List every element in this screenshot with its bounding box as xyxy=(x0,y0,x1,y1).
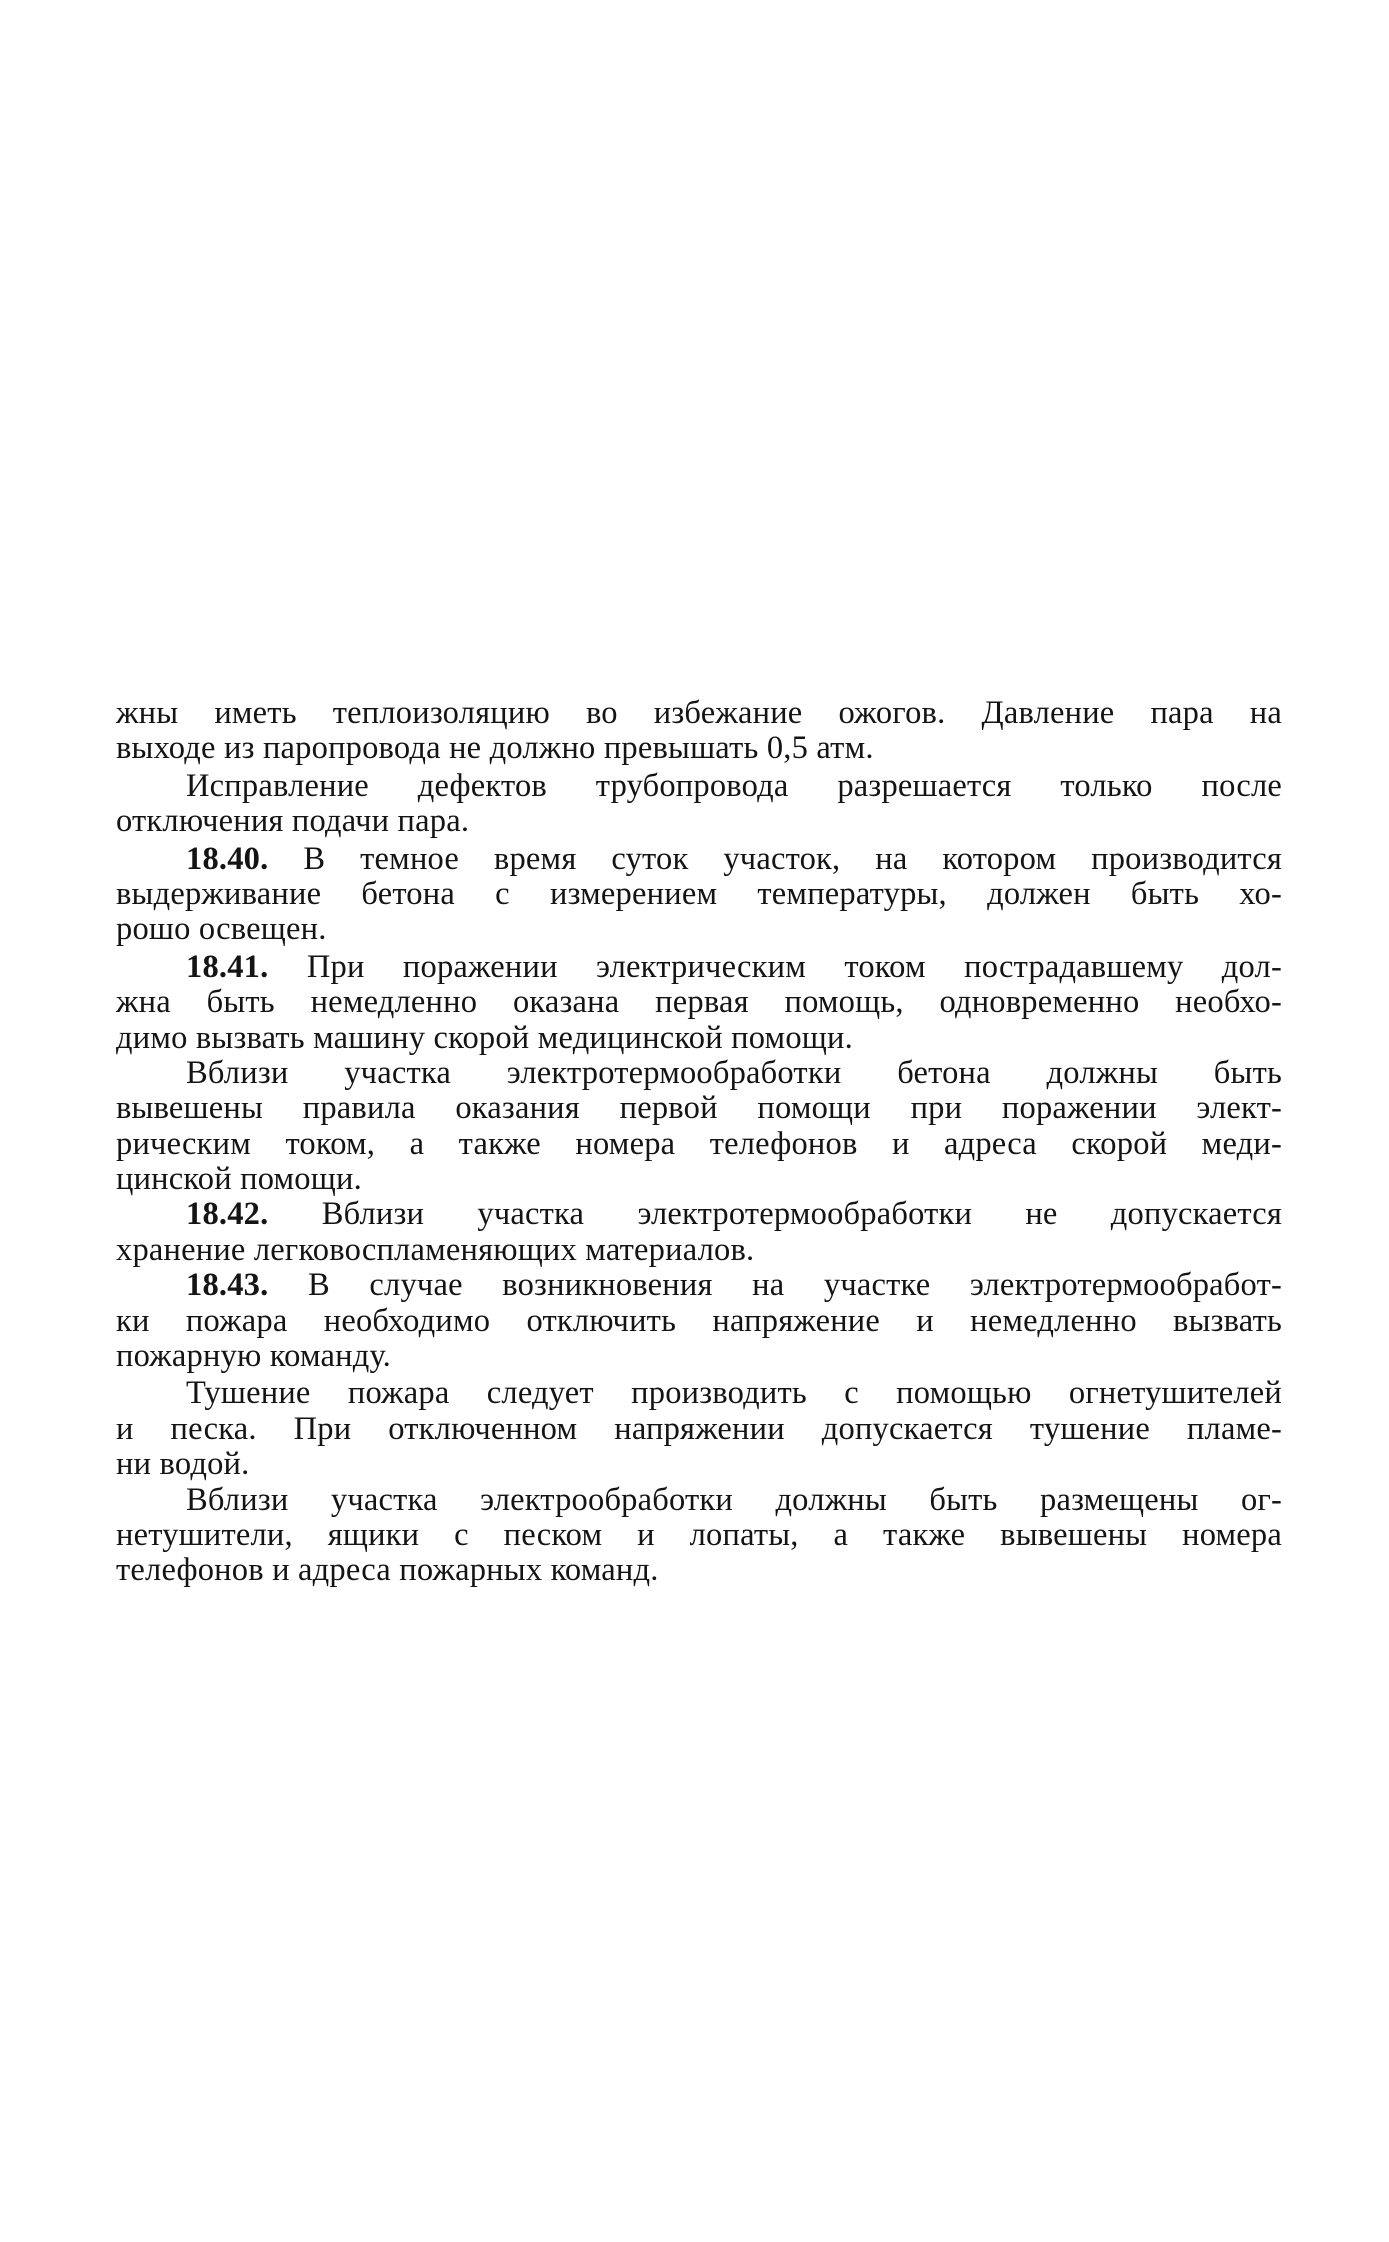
text-line: В случае возникновения на участке электротермообработ- xyxy=(268,1267,1282,1304)
body-text xyxy=(116,696,1282,1589)
text-line: отключения подачи пара. xyxy=(116,803,470,840)
text-line: Вблизи участка электротермообработки не допускается xyxy=(268,1196,1282,1233)
text-line: нетушители, ящики с песком и лопаты, а также вывешены номера xyxy=(116,1516,1282,1553)
text-line: ни водой. xyxy=(116,1446,250,1483)
text-line: пожарную команду. xyxy=(116,1338,392,1375)
text-line: рическим током, а также номера телефонов и адреса скорой меди- xyxy=(116,1125,1282,1162)
text-line: Вблизи участка электрообработки должны быть размещены ог- xyxy=(186,1481,1282,1518)
text-line: выдерживание бетона с измерением температуры, должен быть хо- xyxy=(116,875,1282,912)
text-line: жна быть немедленно оказана первая помощь, одновременно необхо- xyxy=(116,984,1282,1021)
text-line: В темное время суток участок, на котором производится xyxy=(268,840,1282,877)
text-line: хранение легковоспламеняющих материалов. xyxy=(116,1231,755,1268)
text-line: жны иметь теплоизоляцию во избежание ожогов. Давление пара на xyxy=(116,695,1282,731)
text-line: Тушение пожара следует производить с помощью огнетушителей xyxy=(186,1375,1282,1412)
section-number: 18.42. xyxy=(186,1196,269,1233)
paragraph-18-40-line xyxy=(116,842,1282,877)
section-number: 18.40. xyxy=(186,840,269,877)
section-number: 18.41. xyxy=(186,948,269,985)
text-line: димо вызвать машину скорой медицинской помощи. xyxy=(116,1019,853,1056)
text-line: Вблизи участка электротермообработки бетона должны быть xyxy=(186,1054,1282,1091)
paragraph-18-42-line xyxy=(116,1197,1282,1232)
paragraph-18-41-line xyxy=(116,950,1282,985)
text-line: При поражении электрическим током пострадавшему дол- xyxy=(268,948,1282,985)
text-line: телефонов и адреса пожарных команд. xyxy=(116,1552,659,1589)
text-line: выходе из паропровода не должно превышать 0,5 атм. xyxy=(116,730,874,767)
paragraph-18-43-line xyxy=(116,1268,1282,1303)
text-line: цинской помощи. xyxy=(116,1161,362,1198)
text-line: и песка. При отключенном напряжении допускается тушение пламе- xyxy=(116,1410,1282,1447)
text-line: вывешены правила оказания первой помощи при поражении элект- xyxy=(116,1090,1282,1127)
text-line: Исправление дефектов трубопровода разрешается только после xyxy=(186,767,1282,804)
text-line: ки пожара необходимо отключить напряжение и немедленно вызвать xyxy=(116,1302,1282,1339)
text-line: рошо освещен. xyxy=(116,911,327,948)
section-number: 18.43. xyxy=(186,1267,269,1304)
